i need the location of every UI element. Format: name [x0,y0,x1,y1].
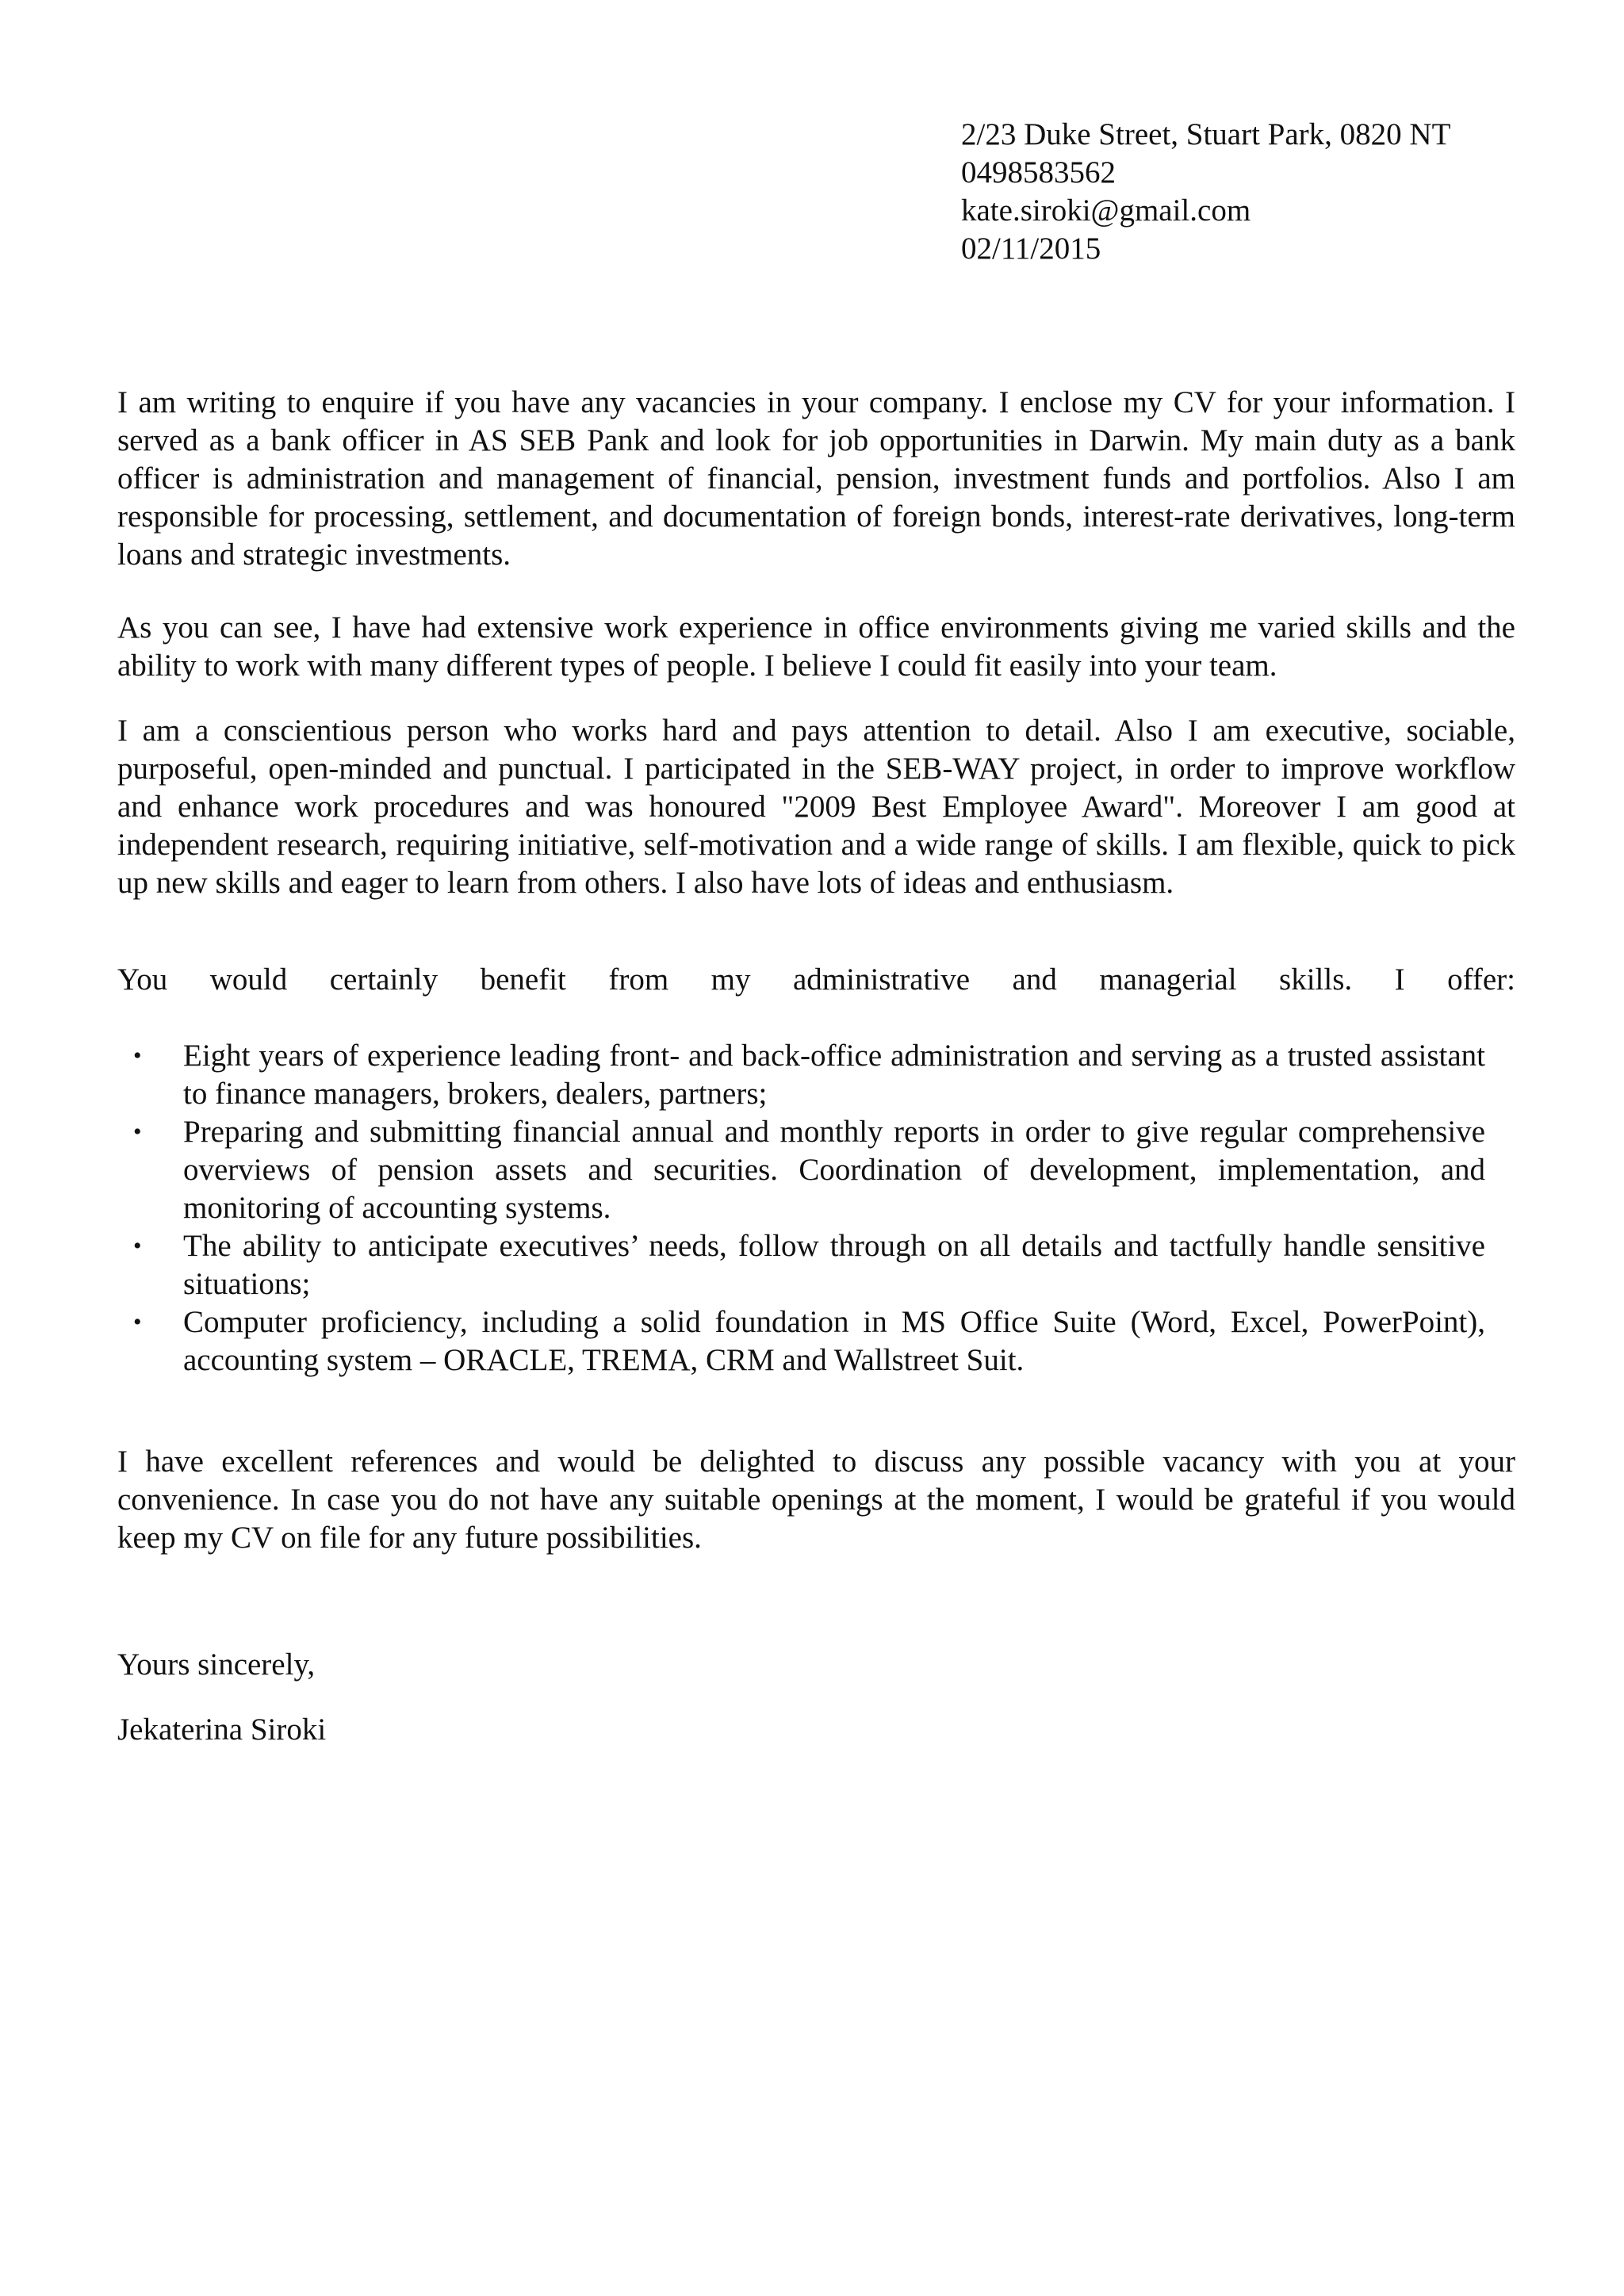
offer-text: Eight years of experience leading front- and back-office administration and serving as a trusted assistant to finance managers, brokers, dealers, partners; [183,1039,1485,1111]
offer-list [117,1037,1485,1380]
offer-list-item [117,1037,1485,1113]
sender-block [961,116,1450,268]
paragraph-offer-intro: You would certainly benefit from my administrative and managerial skills. I offer: [117,962,1515,997]
bullet-icon: • [133,1119,142,1145]
bullet-icon: • [133,1233,142,1259]
paragraph-introduction: I am writing to enquire if you have any vacancies in your company. I enclose my CV for your information. I served as a bank officer in AS SEB Pank and look for job opportunities in Darwin. My main duty as a bank officer is administration and management of financial, pension, investment funds and portfolios. Also I am responsible for processing, settlement, and documentation of foreign bonds, interest-rate derivatives, long-term loans and strategic investments. [117,385,1515,572]
offer-list-item [117,1113,1485,1227]
paragraph-experience: As you can see, I have had extensive work experience in office environments giving me varied skills and the ability to work with many different types of people. I believe I could fit easily into your team. [117,610,1515,683]
sender-phone: 0498583562 [961,155,1116,189]
paragraph-personal-qualities: I am a conscientious person who works hard and pays attention to detail. Also I am executive, sociable, purposeful, open-minded and punctual. I participated in the SEB-WAY project, in order to improve workflow and enhance work procedures and was honoured "2009 Best Employee Award". Moreover I am good at independent research, requiring initiative, self-motivation and a wide range of skills. I am flexible, quick to pick up new skills and eager to learn from others. I also have lots of ideas and enthusiasm. [117,714,1515,900]
sender-address: 2/23 Duke Street, Stuart Park, 0820 NT [961,117,1451,151]
letter-date: 02/11/2015 [961,232,1101,266]
closing-salutation: Yours sincerely, [117,1647,316,1682]
offer-text: Computer proficiency, including a solid foundation in MS Office Suite (Word, Excel, PowerPoint), accounting system – ORACLE, TREMA, CRM and Wallstreet Suit. [183,1305,1485,1377]
paragraph-references: I have excellent references and would be delighted to discuss any possible vacancy with you at your convenience. In case you do not have any suitable openings at the moment, I would be grateful if you would keep my CV on file for any future possibilities. [117,1445,1515,1555]
offer-list-item [117,1227,1485,1303]
sender-email: kate.siroki@gmail.com [961,193,1251,228]
signature-name: Jekaterina Siroki [117,1712,327,1747]
offer-text: The ability to anticipate executives’ needs, follow through on all details and tactfully handle sensitive situations; [183,1229,1485,1301]
offer-list-item [117,1303,1485,1380]
bullet-icon: • [133,1309,142,1335]
bullet-icon: • [133,1043,142,1069]
offer-text: Preparing and submitting financial annual and monthly reports in order to give regular comprehensive overviews of pension assets and securities. Coordination of development, implementation, and monitoring of accounting systems. [183,1115,1485,1225]
